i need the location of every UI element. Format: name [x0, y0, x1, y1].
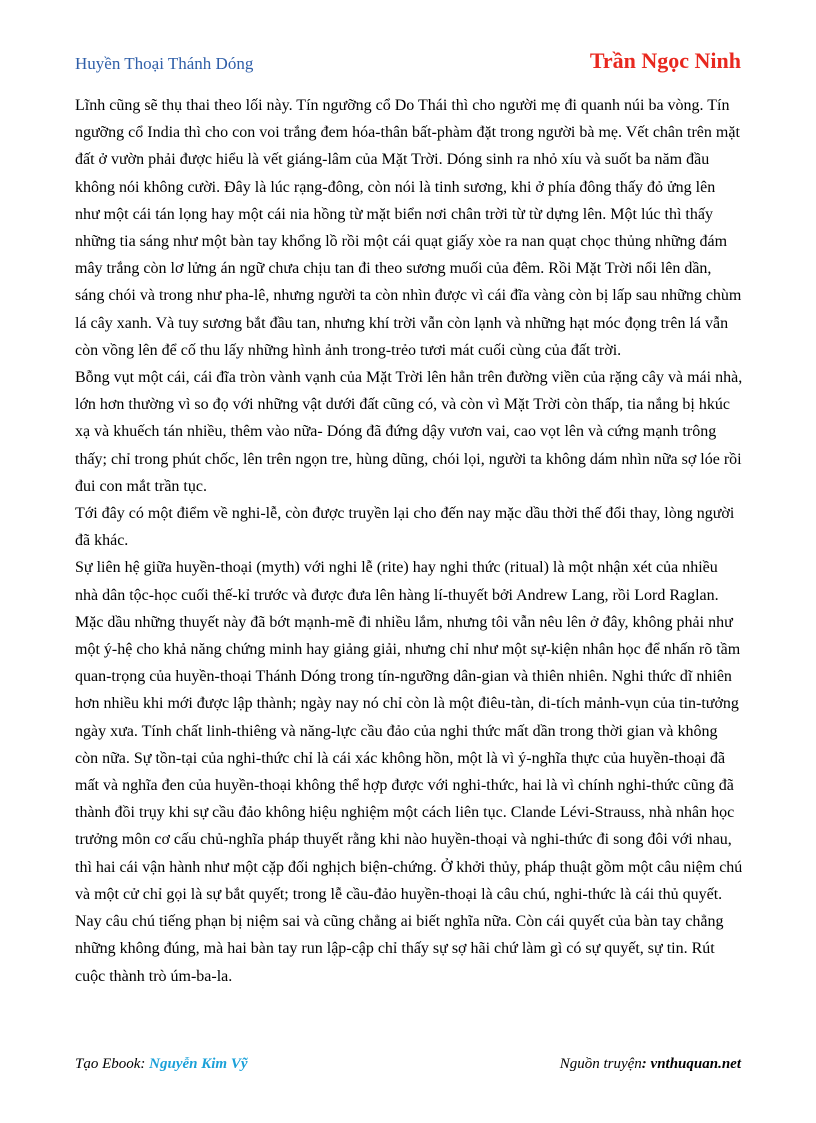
- source-site: vnthuquan.net: [650, 1056, 741, 1072]
- ebook-label: Tạo Ebook: [75, 1056, 141, 1072]
- source-credit: Nguồn truyện: vnthuquan.net: [559, 1056, 741, 1072]
- book-title: Huyền Thoại Thánh Dóng: [75, 54, 254, 73]
- source-label: Nguồn truyện: [559, 1056, 642, 1072]
- paragraph: Sự liên hệ giữa huyền-thoại (myth) với nghi lễ (rite) hay nghi thức (ritual) là một nhận xét của nhiều nhà dân tộc-học cuối thế-kỉ trước và được đưa lên hàng lí-thuyết bởi Andrew Lang, rồi Lord Raglan. Mặc dầu những thuyết này đã bớt mạnh-mẽ đi nhiều lắm, nhưng tôi vẫn nêu lên ở đây, không phải như một ý-hệ cho khả năng chứng minh hay giảng giải, nhưng chỉ như một sự-kiện nhân học để nhấn rõ tầm quan-trọng của huyền-thoại Thánh Dóng trong tín-ngưỡng dân-gian và thiên nhiên. Nghi thức dĩ nhiên hơn nhiều khi mới được lập thành; ngày nay nó chỉ còn là một điêu-tàn, di-tích mảnh-vụn của tin-tưởng ngày xưa. Tính chất linh-thiêng và năng-lực cầu đảo của nghi thức mất dần trong thời gian và không còn nữa. Sự tồn-tại của nghi-thức chỉ là cái xác không hồn, một là vì ý-nghĩa thực của huyền-thoại đã mất và nghĩa đen của huyền-thoại không thể hợp được với nghi-thức, hai là vì chính nghi-thức cũng đã thành đồi trụy khi sự cầu đảo không hiệu nghiệm một cách liên tục. Clande Lévi-Strauss, nhà nhân học trưởng môn cơ cấu chủ-nghĩa pháp thuyết rằng khi nào huyền-thoại và nghi-thức đi song đôi với nhau, thì hai cái vận hành như một cặp đối nghịch biện-chứng. Ở khởi thủy, pháp thuật gồm một câu niệm chú và một cử chỉ gọi là sự bắt quyết; trong lễ cầu-đảo huyền-thoại là câu chú, nghi-thức là cái thủ quyết. Nay câu chú tiếng phạn bị niệm sai và cũng chẳng ai biết nghĩa nữa. Còn cái quyết của bàn tay chẳng những không đúng, mà hai bàn tay run lập-cập chỉ thấy sự sợ hãi chứ làm gì có sự quyết, sự tin. Rút cuộc thành trò úm-ba-la.: [75, 559, 743, 985]
- page-header: [75, 48, 741, 78]
- paragraph: Lĩnh cũng sẽ thụ thai theo lối này. Tín ngưỡng cổ Do Thái thì cho người mẹ đi quanh núi ba vòng. Tín ngưỡng cổ India thì cho con voi trắng đem hóa-thân bất-phàm đặt trong người bà mẹ. Vết chân trên mặt đất ở vườn phải được hiểu là vết giáng-lâm của Mặt Trời. Dóng sinh ra nhỏ xíu và suốt ba năm đầu không nói không cười. Đây là lúc rạng-đông, còn nói là tinh sương, khi ở phía đông thấy đỏ ửng lên như một cái tán lọng hay một cái nia hồng từ mặt biển nơi chân trời từ từ dựng lên. Một lúc thì thấy những tia sáng như một bàn tay khổng lồ rồi một cái quạt giấy xòe ra nan quạt chọc thủng những đám mây trắng còn lơ lửng án ngữ chưa chịu tan đi theo sương muối của đêm. Rồi Mặt Trời nổi lên dần, sáng chói và trong như pha-lê, nhưng người ta còn nhìn được vì cái đĩa vàng còn bị lấp sau những chùm lá cây xanh. Và tuy sương bắt đầu tan, nhưng khí trời vẫn còn lạnh và những hạt móc đọng trên lá vẫn còn vồng lên để cố thu lấy những hình ảnh trong-trẻo tươi mát cuối cùng của đất trời.: [75, 97, 742, 359]
- ebook-author: Nguyễn Kim Vỹ: [149, 1056, 248, 1072]
- author-name: Trần Ngọc Ninh: [589, 48, 741, 73]
- ebook-credit: Tạo Ebook: Nguyễn Kim Vỹ: [75, 1056, 248, 1072]
- paragraph: Bỗng vụt một cái, cái đĩa tròn vành vạnh của Mặt Trời lên hẳn trên đường viền của rặng cây và mái nhà, lớn hơn thường vì so đọ với những vật dưới đất cũng có, và còn vì Mặt Trời còn thấp, tia nắng bị hkúc xạ và khuếch tán nhiều, thêm vào nữa- Dóng đã đứng dậy vươn vai, cao vọt lên và cứng mạnh trông thấy; chỉ trong phút chốc, lên trên ngọn tre, hùng dũng, chói lọi, người ta không dám nhìn nữa sợ lóe rồi đui con mắt trần tục.: [75, 369, 743, 495]
- paragraph: Tới đây có một điểm về nghi-lễ, còn được truyền lại cho đến nay mặc dầu thời thế đổi thay, lòng người đã khác.: [75, 505, 735, 550]
- body-text: [75, 92, 743, 990]
